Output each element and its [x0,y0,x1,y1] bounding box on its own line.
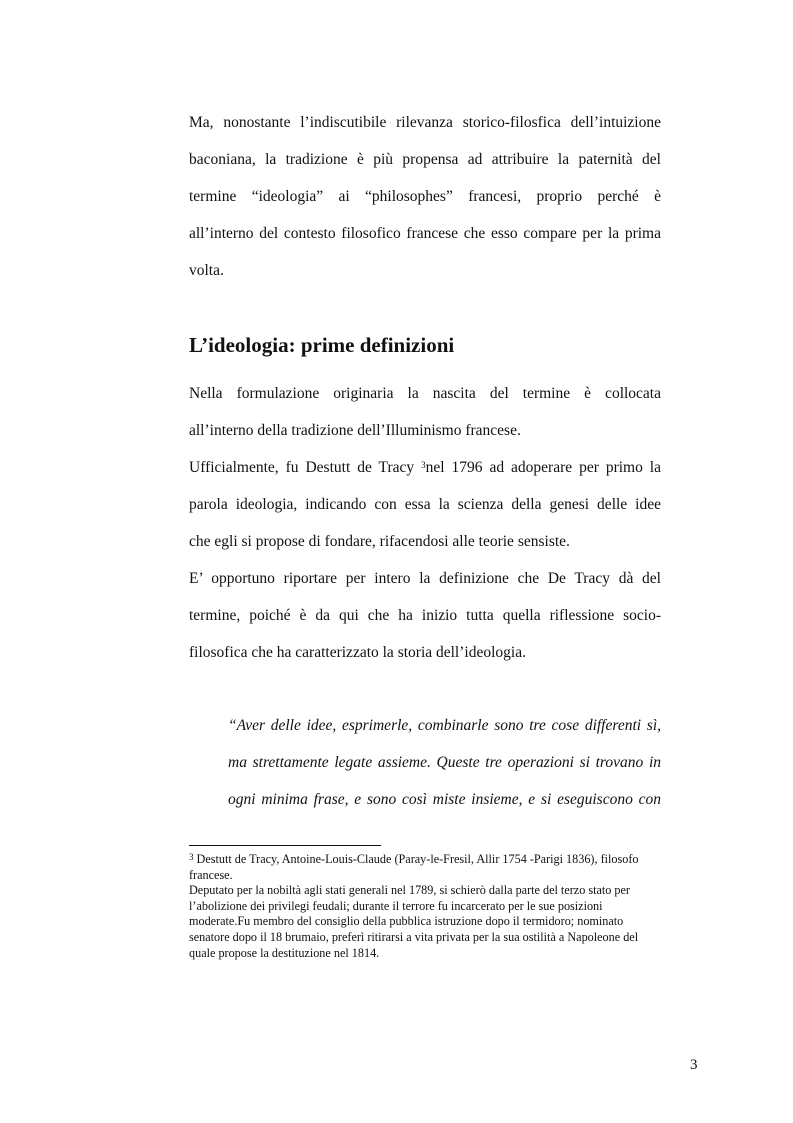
text-line: che egli si propose di fondare, rifacendosi alle teorie sensiste. [189,533,570,550]
paragraph-definition-intro [189,560,661,671]
footnote-reference[interactable]: 3 [421,460,426,470]
footnote-line [189,852,689,868]
footnote-line: senatore dopo il 18 brumaio, preferì ritirarsi a vita privata per la sua ostilità a Napoleone del [189,929,639,944]
section-heading: L’ideologia: prime definizioni [189,333,455,357]
text-line: all’interno della tradizione dell’Illuminismo francese. [189,422,521,439]
footnote-number: 3 [189,852,194,862]
text-segment: nel 1796 ad adoperare per primo la [425,459,661,476]
text-line: parola ideologia, indicando con essa la scienza della genesi delle idee [189,496,661,513]
paragraph-destutt-de-tracy [189,449,661,560]
text-line: termine “ideologia” ai “philosophes” francesi, proprio perché è [189,188,661,205]
block-quote [228,707,661,818]
paragraph-original-formulation [189,375,661,449]
footnote [189,852,689,961]
text-line: all’interno del contesto filosofico francese che esso compare per la prima [189,225,661,242]
page-number: 3 [690,1057,698,1073]
footnote-divider [189,845,381,846]
footnote-line: l’abolizione dei privilegi feudali; durante il terrore fu incarcerato per le sue posizioni [189,898,603,913]
text-line [189,449,661,486]
text-line: E’ opportuno riportare per intero la definizione che De Tracy dà del [189,570,661,587]
footnote-line: Deputato per la nobiltà agli stati generali nel 1789, si schierò dalla parte del terzo stato per [189,883,630,898]
footnote-line: quale propose la destituzione nel 1814. [189,945,380,960]
footnote-text: Destutt de Tracy, Antoine-Louis-Claude (Paray-le-Fresil, Allir 1754 -Parigi 1836), filosofo [193,852,639,866]
quote-line: ogni minima frase, e sono così miste insieme, e si eseguiscono con [228,791,661,808]
text-line: baconiana, la tradizione è più propensa ad attribuire la paternità del [189,151,661,168]
text-line: volta. [189,262,224,279]
footnote-line: moderate.Fu membro del consiglio della pubblica istruzione dopo il termidoro; nominato [189,914,624,929]
footnote-line: francese. [189,867,233,882]
text-line: Ma, nonostante l’indiscutibile rilevanza storico-filosfica dell’intuizione [189,114,661,131]
text-line: Nella formulazione originaria la nascita del termine è collocata [189,385,661,402]
quote-line: ma strettamente legate assieme. Queste tre operazioni si trovano in [228,754,661,771]
text-line: filosofica che ha caratterizzato la storia dell’ideologia. [189,644,526,661]
quote-line: “Aver delle idee, esprimerle, combinarle sono tre cose differenti sì, [228,717,661,734]
paragraph-baconian-intuition [189,104,661,289]
text-line: termine, poiché è da qui che ha inizio tutta quella riflessione socio- [189,607,661,624]
text-segment: Ufficialmente, fu Destutt de Tracy [189,459,422,476]
